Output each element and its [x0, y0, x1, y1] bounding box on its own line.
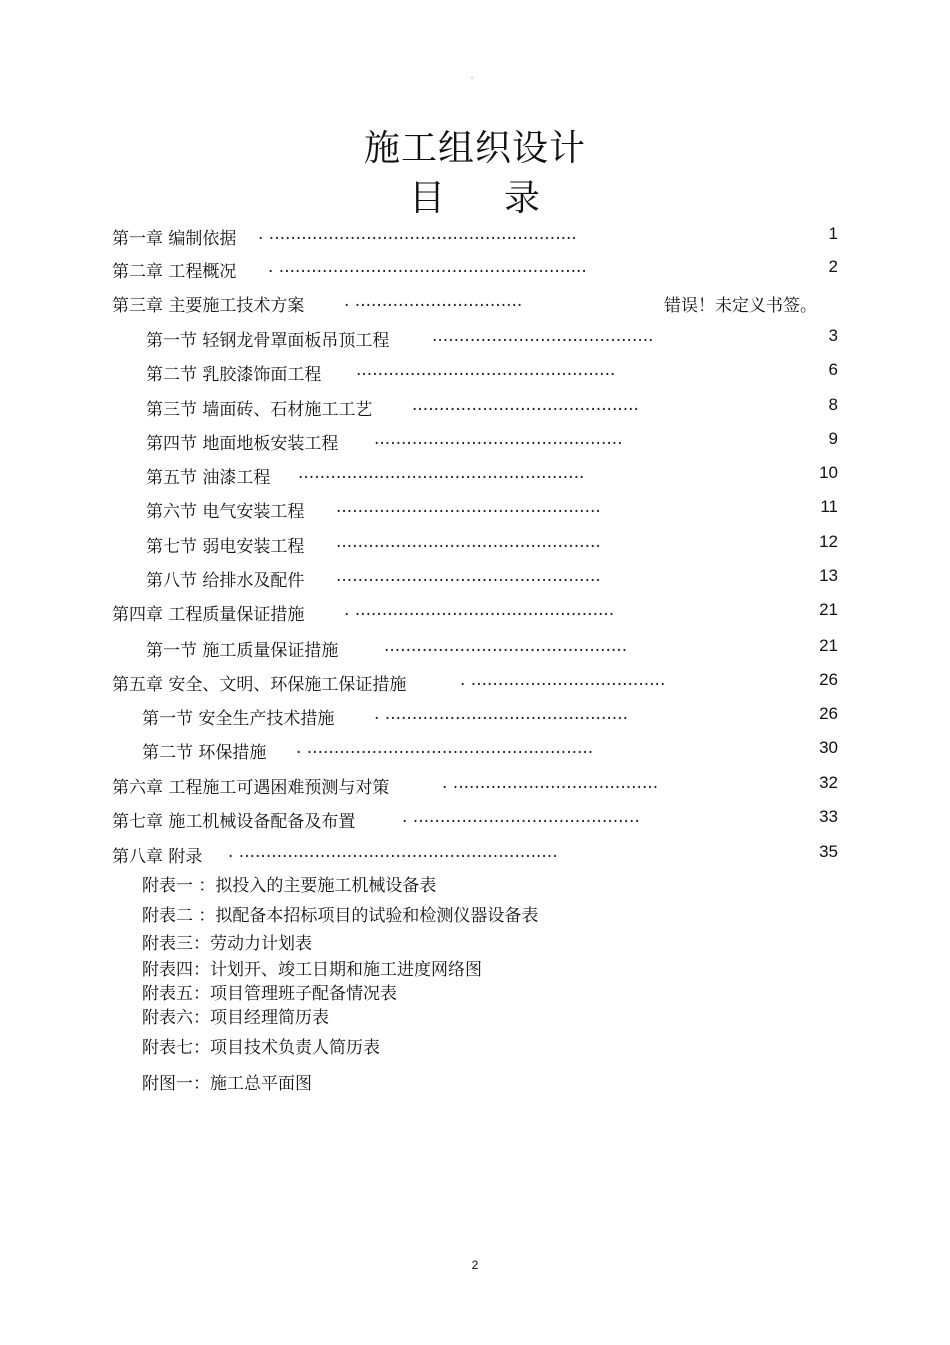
toc-error-text: 错误！未定义书签。: [664, 296, 817, 316]
document-title: 施工组织设计: [363, 128, 586, 169]
toc-page-number: 1: [828, 224, 838, 243]
toc-leader-dots: .........................................: [432, 326, 654, 346]
toc-entry-label: 第一章 编制依据: [112, 229, 237, 249]
toc-row[interactable]: [0, 600, 950, 628]
toc-page-number: 21: [819, 600, 838, 619]
toc-entry-label: 第一节 施工质量保证措施: [146, 641, 339, 661]
toc-entry-label: 第二节 环保措施: [142, 743, 267, 763]
toc-row[interactable]: [0, 224, 950, 252]
toc-leader-dots: .................................................: [336, 497, 601, 517]
appendix-item[interactable]: 附表七：项目技术负责人简历表: [142, 1038, 380, 1058]
toc-page-number: 32: [819, 773, 838, 792]
appendix-item[interactable]: 附表二 ：拟配备本招标项目的试验和检测仪器设备表: [142, 906, 539, 926]
toc-entry-label: 第七节 弱电安装工程: [146, 537, 305, 557]
toc-row[interactable]: [0, 704, 950, 732]
toc-leader-dots: . ......................................: [442, 773, 659, 793]
toc-leader-dots: .................................................: [336, 532, 601, 552]
appendix-item[interactable]: 附表三：劳动力计划表: [142, 934, 312, 954]
toc-page-number: 26: [819, 670, 838, 689]
toc-page-number: 2: [828, 257, 838, 276]
toc-leader-dots: ................................................: [356, 360, 616, 380]
toc-entry-label: 第七章 施工机械设备配备及布置: [112, 812, 356, 832]
toc-entry-label: 第八章 附录: [112, 847, 203, 867]
toc-page-number: 21: [819, 636, 838, 655]
toc-page-number: 10: [819, 463, 838, 482]
toc-row[interactable]: [0, 326, 950, 354]
toc-leader-dots: . .............................................: [374, 704, 628, 724]
toc-row[interactable]: [0, 636, 950, 664]
toc-page-number: 8: [828, 395, 838, 414]
toc-leader-dots: . .....................................................: [296, 738, 594, 758]
toc-entry-label: 第四章 工程质量保证措施: [112, 605, 305, 625]
toc-entry-label: 第二节 乳胶漆饰面工程: [146, 365, 322, 385]
toc-entry-label: 第三章 主要施工技术方案: [112, 296, 305, 316]
toc-row[interactable]: [0, 360, 950, 388]
toc-page-number: 6: [828, 360, 838, 379]
toc-row[interactable]: [0, 497, 950, 525]
toc-entry-label: 第四节 地面地板安装工程: [146, 434, 339, 454]
toc-leader-dots: . ...........................................................: [228, 842, 558, 862]
toc-entry-label: 第一节 安全生产技术措施: [142, 709, 335, 729]
toc-row[interactable]: [0, 842, 950, 870]
toc-row[interactable]: [0, 738, 950, 766]
toc-entry-label: 第三节 墙面砖、石材施工工艺: [146, 400, 373, 420]
toc-row[interactable]: [0, 807, 950, 835]
toc-leader-dots: . ................................................: [344, 600, 615, 620]
toc-entry-label: 第一节 轻钢龙骨罩面板吊顶工程: [146, 331, 390, 351]
toc-row[interactable]: [0, 429, 950, 457]
appendix-item[interactable]: 附表一 ：拟投入的主要施工机械设备表: [142, 876, 437, 896]
toc-row[interactable]: [0, 532, 950, 560]
toc-page-number: 13: [819, 566, 838, 585]
toc-leader-dots: ..........................................: [412, 395, 639, 415]
toc-heading: [0, 170, 950, 221]
toc-heading-char-1: 目: [408, 178, 446, 219]
toc-leader-dots: .....................................................: [298, 463, 585, 483]
toc-entry-label: 第六节 电气安装工程: [146, 502, 305, 522]
toc-page-number: 33: [819, 807, 838, 826]
toc-row[interactable]: [0, 566, 950, 594]
toc-leader-dots: ..............................................: [374, 429, 623, 449]
toc-leader-dots: .................................................: [336, 566, 601, 586]
toc-row[interactable]: [0, 773, 950, 801]
toc-leader-dots: .............................................: [384, 636, 628, 656]
toc-leader-dots: . ...............................: [344, 291, 523, 311]
toc-row[interactable]: [0, 291, 950, 319]
toc-leader-dots: . .........................................................: [258, 224, 577, 244]
toc-leader-dots: . ..........................................: [402, 807, 640, 827]
appendix-item[interactable]: 附表四：计划开、竣工日期和施工进度网络图: [142, 960, 482, 980]
toc-entry-label: 第六章 工程施工可遇困难预测与对策: [112, 778, 390, 798]
toc-entry-label: 第五章 安全、文明、环保施工保证措施: [112, 675, 407, 695]
toc-row[interactable]: [0, 257, 950, 285]
toc-entry-label: 第八节 给排水及配件: [146, 571, 305, 591]
toc-page-number: 30: [819, 738, 838, 757]
toc-page-number: 26: [819, 704, 838, 723]
toc-page-number: 3: [828, 326, 838, 345]
toc-leader-dots: . .........................................................: [268, 257, 587, 277]
toc-page-number: 12: [819, 532, 838, 551]
appendix-item[interactable]: 附表五：项目管理班子配备情况表: [142, 984, 397, 1004]
toc-row[interactable]: [0, 395, 950, 423]
toc-page-number: 9: [828, 429, 838, 448]
toc-row[interactable]: [0, 463, 950, 491]
page-number: 2: [471, 1258, 479, 1272]
toc-entry-label: 第五节 油漆工程: [146, 468, 271, 488]
toc-row[interactable]: [0, 670, 950, 698]
toc-leader-dots: . ....................................: [460, 670, 666, 690]
header-mark: 。: [470, 71, 480, 81]
toc-page-number: 35: [819, 842, 838, 861]
toc-entry-label: 第二章 工程概况: [112, 262, 237, 282]
toc-page-number: 11: [820, 497, 838, 516]
appendix-item[interactable]: 附图一：施工总平面图: [142, 1074, 312, 1094]
toc-heading-char-2: 录: [504, 178, 542, 219]
appendix-item[interactable]: 附表六：项目经理简历表: [142, 1008, 329, 1028]
